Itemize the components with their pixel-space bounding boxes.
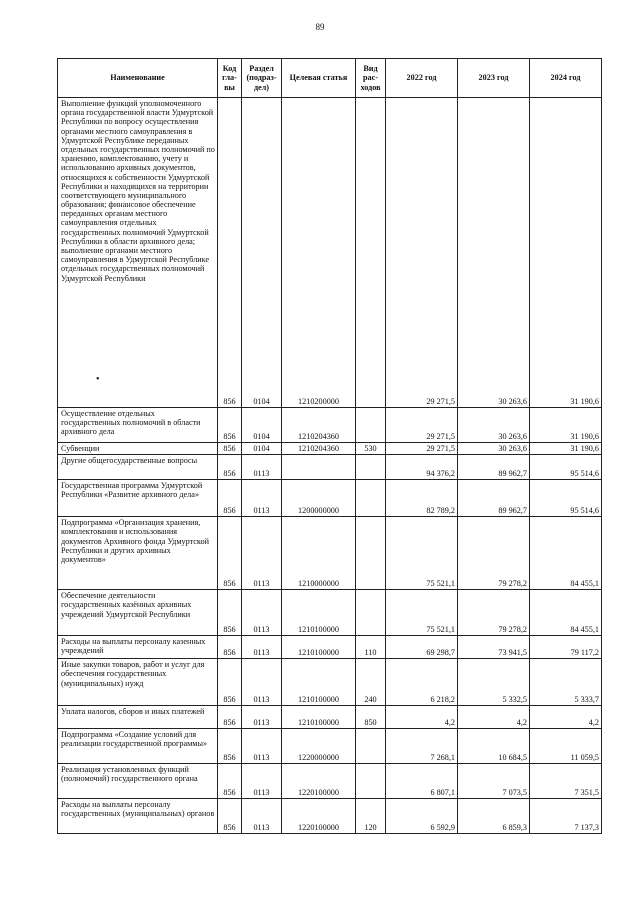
table-row xyxy=(58,455,602,480)
cell-expense-type: 850 xyxy=(356,706,386,729)
cell-amount-2022: 82 789,2 xyxy=(386,480,458,517)
cell-amount-2024: 11 059,5 xyxy=(530,729,602,764)
cell-target-item: 1210204360 xyxy=(282,408,356,443)
cell-expense-type xyxy=(356,98,386,408)
cell-name: Расходы на выплаты персоналу казенных учреждений xyxy=(58,636,218,659)
cell-amount-2024: 4,2 xyxy=(530,706,602,729)
table-row xyxy=(58,517,602,590)
table-row xyxy=(58,98,602,408)
cell-ministry-code: 856 xyxy=(218,517,242,590)
cell-name: Обеспечение деятельности государственных казённых архивных учреждений Удмуртской Республики xyxy=(58,590,218,636)
cell-name: Другие общегосударственные вопросы xyxy=(58,455,218,480)
cell-name: Уплата налогов, сборов и иных платежей xyxy=(58,706,218,729)
cell-amount-2022: 6 807,1 xyxy=(386,764,458,799)
cell-ministry-code: 856 xyxy=(218,659,242,706)
header-section: Раздел (подраз-дел) xyxy=(242,59,282,98)
table-row xyxy=(58,659,602,706)
cell-section: 0113 xyxy=(242,455,282,480)
cell-amount-2023: 6 859,3 xyxy=(458,799,530,834)
cell-section: 0113 xyxy=(242,729,282,764)
cell-name: Выполнение функций уполномоченного органа государственной власти Удмуртской Республики по вопросу осуществления органами местного самоуправления в Удмуртской Республике переданных отдельных государственных полномочий по хранению, комплектованию, учету и использованию архивных документов, относящихся к собственности Удмуртской Республики и находящихся на территории соответствующего муниципального образования; финансовое обеспечение переданных органам местного самоуправления отдельных государственных полномочий Удмуртской Республики в области архивного дела; выполнение органами местного самоуправления в Удмуртской Республике отдельных государственных полномочий Удмуртской Республики xyxy=(58,98,218,408)
cell-amount-2024: 95 514,6 xyxy=(530,480,602,517)
cell-amount-2022: 75 521,1 xyxy=(386,517,458,590)
cell-expense-type: 110 xyxy=(356,636,386,659)
cell-target-item: 1210100000 xyxy=(282,706,356,729)
cell-name: Государственная программа Удмуртской Республики «Развитие архивного дела» xyxy=(58,480,218,517)
cell-target-item: 1210000000 xyxy=(282,517,356,590)
cell-target-item: 1210200000 xyxy=(282,98,356,408)
cell-amount-2023: 89 962,7 xyxy=(458,455,530,480)
cell-target-item: 1210100000 xyxy=(282,659,356,706)
cell-name: Подпрограмма «Создание условий для реализации государственной программы» xyxy=(58,729,218,764)
cell-expense-type xyxy=(356,729,386,764)
header-expense-type: Вид рас-ходов xyxy=(356,59,386,98)
table-row xyxy=(58,590,602,636)
cell-amount-2024: 7 137,3 xyxy=(530,799,602,834)
cell-expense-type xyxy=(356,455,386,480)
cell-section: 0104 xyxy=(242,443,282,455)
cell-amount-2022: 94 376,2 xyxy=(386,455,458,480)
header-year-2024: 2024 год xyxy=(530,59,602,98)
cell-amount-2023: 79 278,2 xyxy=(458,517,530,590)
table-row xyxy=(58,443,602,455)
page-number: 89 xyxy=(315,22,325,32)
cell-ministry-code: 856 xyxy=(218,443,242,455)
cell-expense-type: 240 xyxy=(356,659,386,706)
cell-amount-2022: 7 268,1 xyxy=(386,729,458,764)
cell-section: 0104 xyxy=(242,98,282,408)
cell-amount-2023: 30 263,6 xyxy=(458,98,530,408)
cell-expense-type xyxy=(356,764,386,799)
cell-ministry-code: 856 xyxy=(218,98,242,408)
cell-expense-type xyxy=(356,480,386,517)
cell-amount-2022: 29 271,5 xyxy=(386,443,458,455)
cell-target-item: 1200000000 xyxy=(282,480,356,517)
cell-amount-2023: 89 962,7 xyxy=(458,480,530,517)
cell-target-item: 1210100000 xyxy=(282,590,356,636)
cell-name: Осуществление отдельных государственных полномочий в области архивного дела xyxy=(58,408,218,443)
cell-amount-2022: 29 271,5 xyxy=(386,408,458,443)
cell-amount-2023: 7 073,5 xyxy=(458,764,530,799)
cell-amount-2022: 75 521,1 xyxy=(386,590,458,636)
cell-ministry-code: 856 xyxy=(218,590,242,636)
cell-amount-2024: 31 190,6 xyxy=(530,408,602,443)
cell-amount-2024: 31 190,6 xyxy=(530,98,602,408)
cell-target-item xyxy=(282,455,356,480)
cell-amount-2022: 6 218,2 xyxy=(386,659,458,706)
cell-ministry-code: 856 xyxy=(218,764,242,799)
cell-section: 0113 xyxy=(242,706,282,729)
cell-section: 0113 xyxy=(242,517,282,590)
cell-ministry-code: 856 xyxy=(218,636,242,659)
cell-name: Реализация установленных функций (полномочий) государственного органа xyxy=(58,764,218,799)
table-header-row xyxy=(58,59,602,98)
cell-target-item: 1210100000 xyxy=(282,636,356,659)
cell-section: 0113 xyxy=(242,636,282,659)
table-row xyxy=(58,764,602,799)
cell-section: 0104 xyxy=(242,408,282,443)
header-ministry-code: Код гла-вы xyxy=(218,59,242,98)
cell-amount-2022: 4,2 xyxy=(386,706,458,729)
cell-amount-2024: 84 455,1 xyxy=(530,517,602,590)
cell-ministry-code: 856 xyxy=(218,729,242,764)
cell-section: 0113 xyxy=(242,480,282,517)
header-name: Наименование xyxy=(58,59,218,98)
header-year-2022: 2022 год xyxy=(386,59,458,98)
cell-amount-2024: 7 351,5 xyxy=(530,764,602,799)
cell-amount-2023: 4,2 xyxy=(458,706,530,729)
table-body xyxy=(58,98,602,834)
cell-section: 0113 xyxy=(242,799,282,834)
cell-ministry-code: 856 xyxy=(218,455,242,480)
cell-amount-2023: 73 941,5 xyxy=(458,636,530,659)
cell-amount-2023: 5 332,5 xyxy=(458,659,530,706)
cell-target-item: 1220100000 xyxy=(282,799,356,834)
cell-amount-2023: 30 263,6 xyxy=(458,443,530,455)
cell-amount-2024: 79 117,2 xyxy=(530,636,602,659)
stray-marker: • xyxy=(96,374,100,385)
table-row xyxy=(58,706,602,729)
cell-amount-2024: 95 514,6 xyxy=(530,455,602,480)
cell-amount-2023: 30 263,6 xyxy=(458,408,530,443)
cell-name: Расходы на выплаты персоналу государственных (муниципальных) органов xyxy=(58,799,218,834)
table-row xyxy=(58,799,602,834)
cell-name: Иные закупки товаров, работ и услуг для обеспечения государственных (муниципальных) нужд xyxy=(58,659,218,706)
budget-table xyxy=(57,58,602,834)
table-row xyxy=(58,408,602,443)
cell-section: 0113 xyxy=(242,659,282,706)
cell-amount-2022: 29 271,5 xyxy=(386,98,458,408)
cell-section: 0113 xyxy=(242,590,282,636)
cell-expense-type xyxy=(356,590,386,636)
cell-amount-2023: 10 684,5 xyxy=(458,729,530,764)
cell-amount-2022: 6 592,9 xyxy=(386,799,458,834)
cell-name: Подпрограмма «Организация хранения, комплектования и использования документов Архивного фонда Удмуртской Республики и других архивных документов» xyxy=(58,517,218,590)
table-row xyxy=(58,636,602,659)
cell-ministry-code: 856 xyxy=(218,799,242,834)
cell-amount-2024: 31 190,6 xyxy=(530,443,602,455)
cell-amount-2024: 5 333,7 xyxy=(530,659,602,706)
cell-amount-2023: 79 278,2 xyxy=(458,590,530,636)
cell-expense-type: 120 xyxy=(356,799,386,834)
cell-ministry-code: 856 xyxy=(218,408,242,443)
cell-amount-2024: 84 455,1 xyxy=(530,590,602,636)
cell-target-item: 1220000000 xyxy=(282,729,356,764)
cell-expense-type xyxy=(356,408,386,443)
cell-target-item: 1210204360 xyxy=(282,443,356,455)
cell-expense-type: 530 xyxy=(356,443,386,455)
table-row xyxy=(58,480,602,517)
cell-ministry-code: 856 xyxy=(218,480,242,517)
cell-section: 0113 xyxy=(242,764,282,799)
table-row xyxy=(58,729,602,764)
cell-target-item: 1220100000 xyxy=(282,764,356,799)
cell-ministry-code: 856 xyxy=(218,706,242,729)
cell-expense-type xyxy=(356,517,386,590)
cell-amount-2022: 69 298,7 xyxy=(386,636,458,659)
cell-name: Субвенции xyxy=(58,443,218,455)
header-year-2023: 2023 год xyxy=(458,59,530,98)
header-target-item: Целевая статья xyxy=(282,59,356,98)
